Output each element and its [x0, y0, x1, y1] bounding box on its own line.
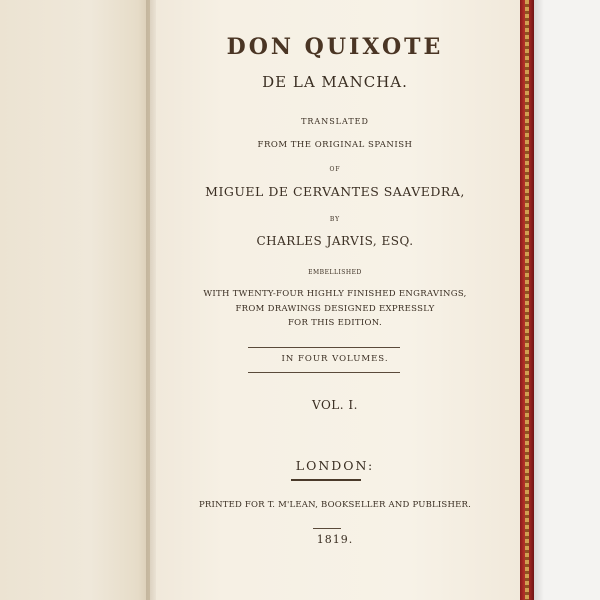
binding-shadow	[534, 0, 544, 600]
engravings-line-1: WITH TWENTY-FOUR HIGHLY FINISHED ENGRAVINGS,	[203, 289, 467, 299]
of-label: OF	[329, 166, 341, 173]
volumes-note: IN FOUR VOLUMES.	[281, 354, 389, 364]
translator-name: CHARLES JARVIS, ESQ.	[256, 234, 414, 248]
author-name: MIGUEL DE CERVANTES SAAVEDRA,	[205, 184, 465, 199]
printer-imprint: PRINTED FOR T. M'LEAN, BOOKSELLER AND PUBLISHER.	[199, 500, 471, 510]
volume-number: VOL. I.	[312, 398, 358, 412]
left-page	[0, 0, 150, 600]
year-rule	[313, 528, 341, 529]
bottom-rule	[248, 372, 400, 373]
city-imprint: LONDON:	[295, 458, 375, 473]
engravings-line-3: FOR THIS EDITION.	[287, 318, 382, 328]
from-original-label: FROM THE ORIGINAL SPANISH	[257, 140, 413, 150]
book-title: DON QUIXOTE	[226, 34, 444, 60]
embellished-label: EMBELLISHED	[308, 269, 362, 276]
top-rule	[248, 347, 400, 348]
city-underline	[291, 479, 361, 481]
by-label: BY	[329, 216, 341, 223]
title-page	[150, 0, 520, 600]
engravings-line-2: FROM DRAWINGS DESIGNED EXPRESSLY	[235, 304, 435, 314]
book-subtitle: DE LA MANCHA.	[262, 73, 408, 91]
gilt-tooling	[525, 0, 529, 600]
publication-year: 1819.	[316, 533, 354, 546]
translated-label: TRANSLATED	[301, 117, 369, 126]
book-gutter	[146, 0, 156, 600]
